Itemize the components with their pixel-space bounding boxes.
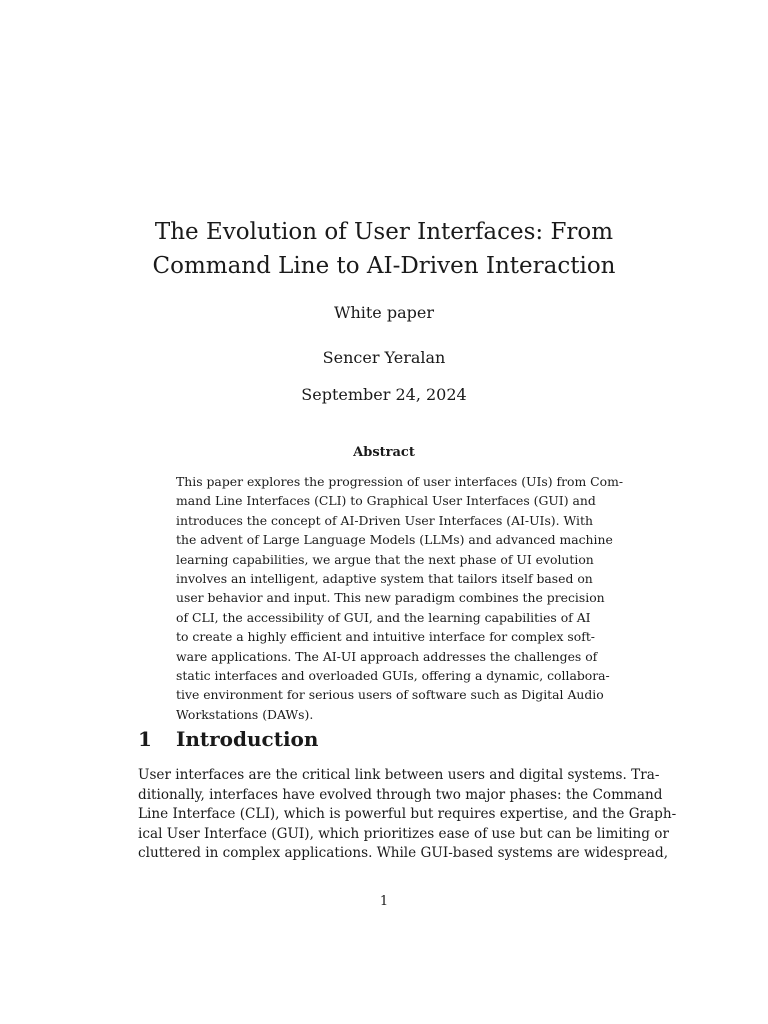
abstract-line: ware applications. The AI-UI approach addresses the challenges of [176,648,598,664]
section-heading-introduction [138,725,638,753]
paper-title-line-1: The Evolution of User Interfaces: From [154,219,614,245]
abstract-line: Workstations (DAWs). [176,706,314,722]
paper-subtitle: White paper [334,303,434,322]
abstract-line: mand Line Interfaces (CLI) to Graphical User Interfaces (GUI) and [176,493,596,509]
abstract-line: learning capabilities, we argue that the next phase of UI evolution [176,551,594,567]
page-number: 1 [379,894,389,909]
abstract-line: This paper explores the progression of user interfaces (UIs) from Com- [176,474,624,489]
section-title: Introduction [176,727,319,751]
abstract-line: introduces the concept of AI-Driven User Interfaces (AI-UIs). With [176,512,593,528]
abstract-line: static interfaces and overloaded GUIs, offering a dynamic, collabora- [176,668,610,684]
abstract-body [176,472,624,724]
abstract-line: to create a highly efficient and intuitive interface for complex soft- [176,629,595,645]
section-number: 1 [138,727,152,751]
abstract-heading: Abstract [353,445,415,460]
introduction-line: Line Interface (CLI), which is powerful but requires expertise, and the Graph- [138,806,677,823]
introduction-line: User interfaces are the critical link between users and digital systems. Tra- [138,767,660,783]
abstract-line: user behavior and input. This new paradigm combines the precision [176,590,605,606]
introduction-body [138,766,677,864]
paper-author: Sencer Yeralan [322,348,446,367]
paper-title [100,215,668,283]
abstract-line: tive environment for serious users of software such as Digital Audio [176,687,604,703]
introduction-line: ical User Interface (GUI), which prioritizes ease of use but can be limiting or [138,825,669,842]
introduction-line: ditionally, interfaces have evolved through two major phases: the Command [138,786,663,803]
abstract-line: of CLI, the accessibility of GUI, and the learning capabilities of AI [176,609,591,625]
abstract-line: involves an intelligent, adaptive system that tailors itself based on [176,571,593,587]
abstract-line: the advent of Large Language Models (LLMs) and advanced machine [176,532,613,548]
paper-date: September 24, 2024 [301,385,467,404]
introduction-line: cluttered in complex applications. While GUI-based systems are widespread, [138,845,669,862]
paper-title-line-2: Command Line to AI-Driven Interaction [152,253,616,279]
